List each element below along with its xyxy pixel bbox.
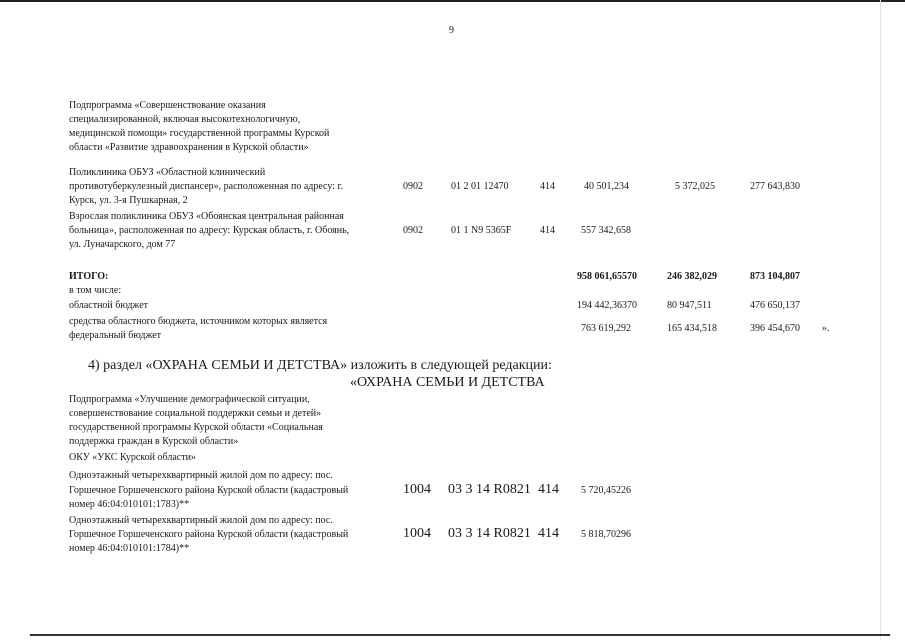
row-target-code: 03 3 14 R0821 [448,482,531,497]
section-heading: 4) раздел «ОХРАНА СЕМЬИ И ДЕТСТВА» изложить в следующей редакции: [88,358,552,373]
subprogram-line: государственной программы Курской области «Социальная [69,422,323,433]
row-expense-type: 414 [540,181,555,192]
row-value-col2: 5 372,025 [675,181,715,192]
organization-name: ОКУ «УКС Курской области» [69,452,196,463]
row-description: больница», расположенная по адресу: Курская область, г. Обоянь, [69,225,350,236]
row-description: противотуберкулезный диспансер», расположенная по адресу: г. [69,181,343,192]
row-description: Одноэтажный четырехквартирный жилой дом по адресу: пос. [69,470,333,481]
subprogram-line: области «Развитие здравоохранения в Курской области» [69,142,309,153]
row-target-code: 01 2 01 12470 [451,181,509,192]
subprogram-line: поддержка граждан в Курской области» [69,436,239,447]
federal-col2: 165 434,518 [667,323,717,334]
closing-quote: ». [822,323,830,334]
total-col3: 873 104,807 [750,271,800,282]
row-value-col3: 277 643,830 [750,181,800,192]
subprogram-line: совершенствование социальной поддержки семьи и детей» [69,408,322,419]
scan-edge-line [880,0,881,640]
subprogram-line: Подпрограмма «Совершенствование оказания [69,100,266,111]
regional-col3: 476 650,137 [750,300,800,311]
row-description: Горшечное Горшеченского района Курской области (кадастровый [69,485,349,496]
page-number: 9 [449,25,454,36]
regional-col2: 80 947,511 [667,300,712,311]
row-expense-type: 414 [538,526,559,541]
subprogram-line: Подпрограмма «Улучшение демографической ситуации, [69,394,310,405]
row-value-col1: 5 818,70296 [581,529,631,540]
page-top-border [0,0,905,2]
row-section-code: 0902 [403,181,423,192]
total-col2: 246 382,029 [667,271,717,282]
row-value-col1: 40 501,234 [584,181,629,192]
federal-col1: 763 619,292 [581,323,631,334]
row-expense-type: 414 [538,482,559,497]
row-description: Горшечное Горшеченского района Курской области (кадастровый [69,529,349,540]
row-description: ул. Луначарского, дом 77 [69,239,176,250]
federal-label: средства областного бюджета, источником которых является [69,316,328,327]
row-target-code: 01 1 N9 5365F [451,225,512,236]
subprogram-line: специализированной, включая высокотехнологичную, [69,114,301,125]
section-title: «ОХРАНА СЕМЬИ И ДЕТСТВА [350,375,545,390]
page-bottom-border [30,634,890,636]
row-section-code: 1004 [403,482,431,497]
row-description: Поликлиника ОБУЗ «Областной клинический [69,167,266,178]
row-description: номер 46:04:010101:1783)** [69,499,190,510]
in-which-label: в том числе: [69,285,122,296]
regional-col1: 194 442,36370 [577,300,637,311]
federal-label: федеральный бюджет [69,330,162,341]
row-description: Одноэтажный четырехквартирный жилой дом по адресу: пос. [69,515,333,526]
row-expense-type: 414 [540,225,555,236]
total-col1: 958 061,65570 [577,271,637,282]
row-section-code: 0902 [403,225,423,236]
federal-col3: 396 454,670 [750,323,800,334]
row-description: Взрослая поликлиника ОБУЗ «Обоянская центральная районная [69,211,344,222]
row-target-code: 03 3 14 R0821 [448,526,531,541]
row-section-code: 1004 [403,526,431,541]
total-label: ИТОГО: [69,271,109,282]
row-description: Курск, ул. 3-я Пушкарная, 2 [69,195,188,206]
regional-budget-label: областной бюджет [69,300,149,311]
row-value-col1: 5 720,45226 [581,485,631,496]
row-description: номер 46:04:010101:1784)** [69,543,190,554]
subprogram-line: медицинской помощи» государственной программы Курской [69,128,330,139]
row-value-col1: 557 342,658 [581,225,631,236]
